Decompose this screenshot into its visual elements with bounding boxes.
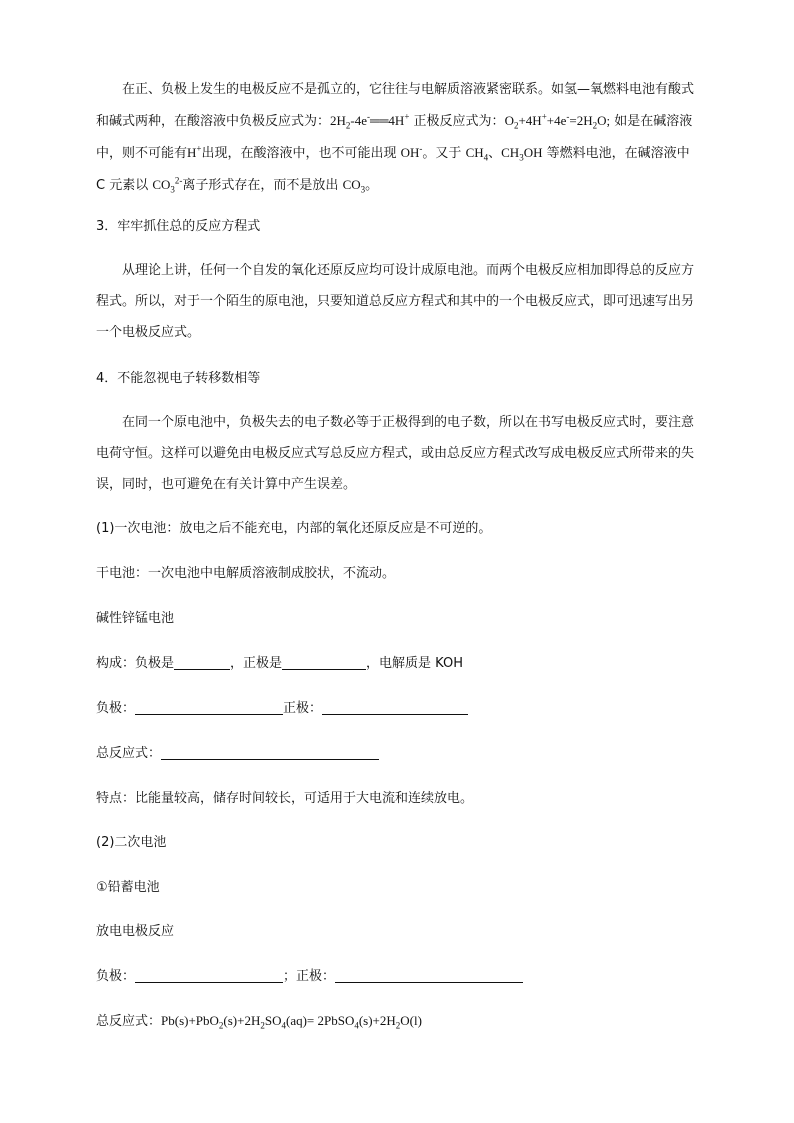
anode-reaction-blank[interactable] [135,700,283,715]
primary-battery-line: (1)一次电池：放电之后不能充电，内部的氧化还原反应是不可逆的。 [96,521,492,536]
heading-4: 4．不能忽视电子转移数相等 [96,371,261,386]
cathode-reaction-blank[interactable] [322,700,468,715]
formula-h-ion: H+ [187,143,202,160]
features-line: 特点：比能量较高，储存时间较长，可适用于大电流和连续放电。 [96,791,474,806]
text: 如是在碱溶液中，则不可能有 [96,114,693,161]
text: ；正极： [283,969,336,984]
total-reaction-line [96,744,700,764]
formula-anode-acid: $2H_2-4e^-══4H^+$ [330,111,410,131]
text: 。又于 [422,146,462,161]
text: 等燃料电池，在碱溶液中 C 元素以 [96,146,690,193]
paragraph-electron-transfer: 在同一个原电池中，负极失去的电子数必等于正极得到的电子数，所以在书写电极反应式时，要注意电荷守恒。这样可以避免由电极反应式写总反应方程式，或由总反应方程式改写成电极反应式所带来的失误，同时，也可避免在有关计算中产生误差。 [96,415,695,492]
heading-3: 3．牢牢抓住总的反应方程式 [96,219,261,234]
text: 。 [365,178,379,193]
anode-blank[interactable] [174,655,230,670]
lead-cathode-blank[interactable] [335,968,523,983]
text: ，正极是 [230,656,283,671]
text: 负极： [96,969,136,984]
secondary-battery-line: (2)二次电池 [96,835,167,850]
text: 总反应式： [96,1014,162,1029]
lead-anode-blank[interactable] [135,968,283,983]
formula-lead-acid-total: $Pb(s)+PbO_2(s)+2H_2SO_4(aq)=$ $2PbSO_4(s)+2H_2O(l)$ [161,1013,422,1031]
cathode-blank[interactable] [282,655,366,670]
paragraph-total-reaction: 从理论上讲，任何一个自发的氧化还原反应均可设计成原电池。而两个电极反应相加即得总的反应方程式。所以，对于一个陌生的原电池，只要知道总反应方程式和其中的一个电极反应式，即可迅速写出另一个电极反应式。 [96,263,695,340]
electrodes-line [96,699,700,719]
formula-co3: $CO_3$ [342,177,366,195]
lead-acid-title: ①铅蓄电池 [96,880,160,895]
text: 负极： [96,701,136,716]
text: 总反应式： [96,746,162,761]
text: 在正、负极上发生的电极反应不是孤立的，它往往与电解质溶液紧密联系。如氢—氧燃料电池有酸式和碱式两种，在酸溶液中负极反应式为： [96,82,695,129]
formula-cathode-acid: $O_2+4H^++4e^-=2H_2O$; [504,111,611,131]
paragraph-electrode-reactions [96,74,700,201]
formula-carbonate: $CO_3^{2-}$ [152,175,183,195]
text: 构成：负极是 [96,656,175,671]
text: ，电解质是 KOH [366,656,463,671]
dry-cell-line: 干电池：一次电池中电解质溶液制成胶状，不流动。 [96,566,396,581]
formula-ch4-ch3oh: $CH_4$、$CH_3OH$ [465,145,543,163]
formula-oh-ion: OH- [400,143,423,160]
text: 离子形式存在，而不是放出 [182,178,339,193]
lead-electrodes-line [96,967,700,987]
composition-line [96,654,700,674]
text: 正极： [283,701,323,716]
alkaline-battery-title: 碱性锌锰电池 [96,611,175,626]
text: 出现，在酸溶液中，也不可能出现 [201,146,397,161]
total-reaction-blank[interactable] [161,745,379,760]
lead-total-reaction-line [96,1011,700,1032]
text: 正极反应式为： [413,114,505,129]
discharge-reaction-title: 放电电极反应 [96,924,175,939]
